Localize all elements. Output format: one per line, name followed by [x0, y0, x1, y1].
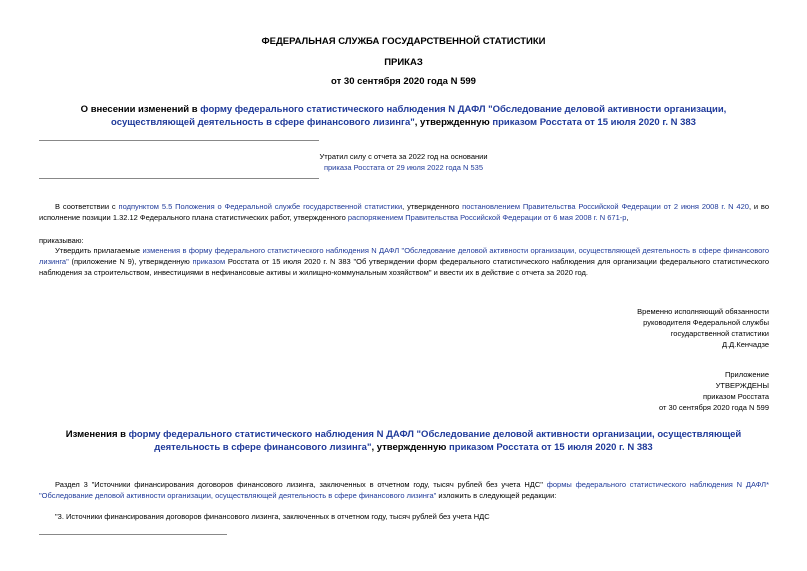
p3-link-form[interactable]: формы федерального статистического наблюдения N ДАФЛ* "Обследование деловой активности организации, осуществляющей деятельность в сфере финансового лизинга": [39, 480, 769, 500]
p1-text-2: , утвержденного: [402, 202, 463, 211]
p1-link-resolution[interactable]: постановлением Правительства Российской Федерации от 2 июня 2008 г. N 420: [462, 202, 749, 211]
order-word: приказываю:: [39, 236, 84, 245]
appendix-block: [560, 369, 769, 413]
signature-line-2: руководителя Федеральной службы: [643, 318, 769, 327]
section3-quote: "3. Источники финансирования договоров финансового лизинга, заключенных в отчетном году, тысяч рублей без учета НДС: [55, 512, 490, 521]
footnote-divider: [39, 534, 227, 535]
p2-link-changes[interactable]: изменения в форму федерального статистического наблюдения N ДАФЛ "Обследование деловой активности организации, осуществляющей деятельность в сфере финансового лизинга": [39, 246, 770, 266]
divider-top: [39, 140, 319, 141]
title-text-pre: О внесении изменений в: [80, 104, 201, 115]
p3-text-1: Раздел 3 "Источники финансирования договоров финансового лизинга, заключенных в отчетном году, тысяч рублей без учета НДС": [55, 480, 547, 489]
divider-bottom: [39, 178, 319, 179]
p1-text-3: , и во исполнение позиции 1.32.12 Федерального плана статистических работ, утвержденного: [39, 202, 770, 222]
signature-name: Д.Д.Кенчадзе: [722, 340, 769, 349]
p1-text-1: В соответствии с: [55, 202, 119, 211]
doc-type: ПРИКАЗ: [384, 57, 423, 68]
p1-link-decree[interactable]: распоряжением Правительства Российской Федерации от 6 мая 2008 г. N 671-р: [347, 213, 627, 222]
appendix-line-4: от 30 сентября 2020 года N 599: [658, 403, 769, 412]
title-link-form[interactable]: форму федерального статистического наблюдения N ДАФЛ "Обследование деловой активности организации, осуществляющей деятельность в сфере финансового лизинга": [111, 104, 727, 128]
appendix-line-1: Приложение: [725, 370, 769, 379]
status-note: [300, 151, 507, 173]
changes-title-mid: , утвержденную: [371, 442, 450, 453]
title-link-order[interactable]: приказом Росстата от 15 июля 2020 г. N 383: [492, 117, 696, 128]
changes-title-link-form[interactable]: форму федерального статистического наблюдения N ДАФЛ "Обследование деловой активности организации, осуществляющей деятельность в сфере финансового лизинга": [128, 429, 742, 453]
changes-title-pre: Изменения в: [65, 429, 129, 440]
status-note-link[interactable]: приказа Росстата от 29 июля 2022 года N 535: [323, 163, 484, 172]
p2-link-order[interactable]: приказом: [192, 257, 226, 266]
p1-text-4: ,: [626, 213, 629, 222]
paragraph-section3: [39, 479, 769, 501]
p2-text-1: Утвердить прилагаемые: [55, 246, 143, 255]
paragraph-basis: [39, 201, 769, 223]
paragraph-approve: [39, 245, 769, 278]
signature-block: [560, 306, 769, 350]
signature-line-1: Временно исполняющий обязанности: [637, 307, 769, 316]
signature-line-3: государственной статистики: [670, 329, 769, 338]
p2-text-3: Росстата от 15 июля 2020 г. N 383 "Об утверждении форм федерального статистического наблюдения для организации федерального статистического наблюдения за строительством, инвестициями в нефинансовые активы и жилищно-коммунальным хозяйством" и ввести их в действие с отчета за 2020 год.: [39, 257, 769, 277]
title-text-mid: , утвержденную: [414, 117, 493, 128]
p2-text-2: (приложение N 9), утвержденную: [68, 257, 193, 266]
appendix-line-3: приказом Росстата: [703, 392, 769, 401]
status-note-text: Утратил силу с отчета за 2022 год на основании: [319, 152, 488, 161]
appendix-line-2: УТВЕРЖДЕНЫ: [715, 381, 769, 390]
agency-name: ФЕДЕРАЛЬНАЯ СЛУЖБА ГОСУДАРСТВЕННОЙ СТАТИСТИКИ: [261, 36, 546, 47]
p3-text-2: изложить в следующей редакции:: [436, 491, 557, 500]
p1-link-statute[interactable]: подпунктом 5.5 Положения о Федеральной службе государственной статистики: [118, 202, 403, 211]
doc-date-number: от 30 сентября 2020 года N 599: [331, 76, 476, 87]
changes-title: [40, 428, 767, 454]
document-title: [40, 103, 767, 129]
changes-title-link-order[interactable]: приказом Росстата от 15 июля 2020 г. N 383: [449, 442, 653, 453]
